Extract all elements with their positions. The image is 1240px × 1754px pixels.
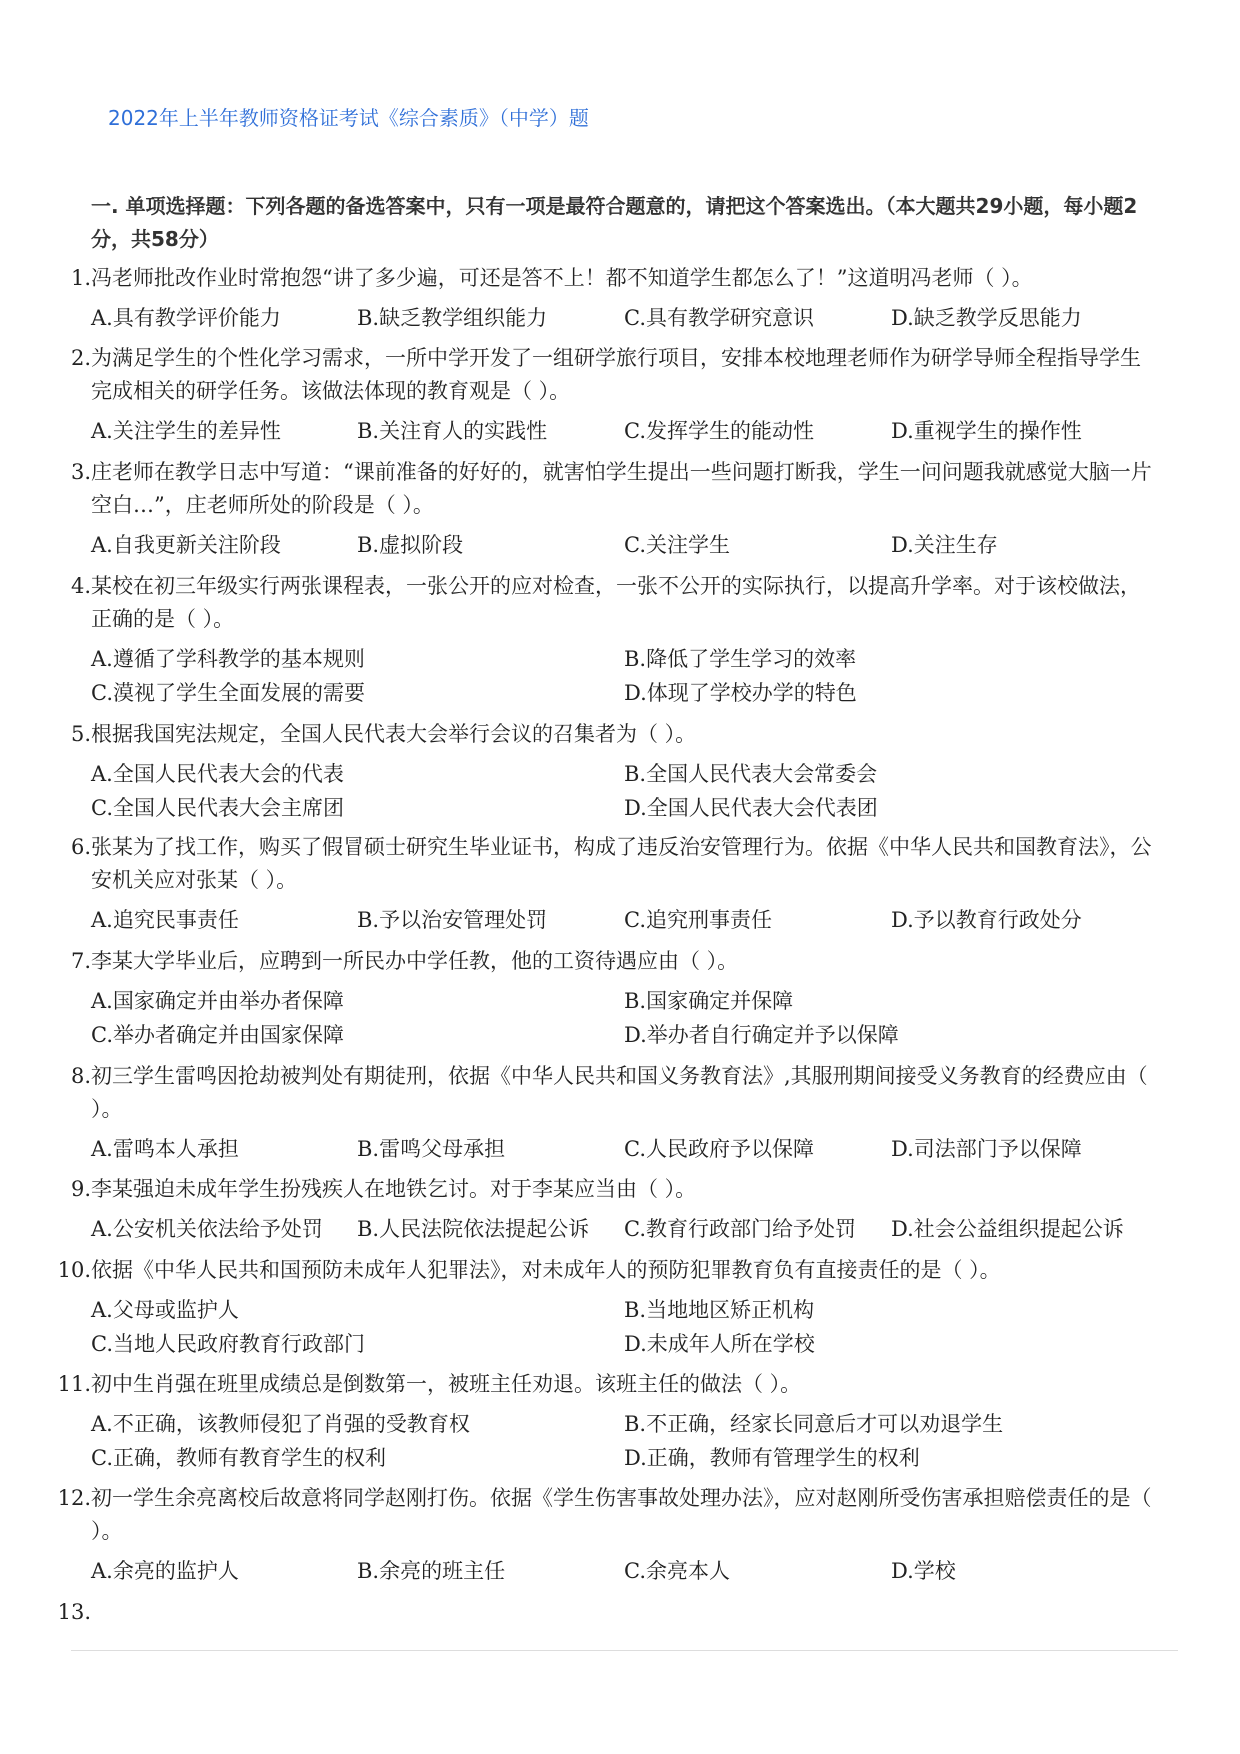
option: C.举办者确定并由国家保障	[91, 1023, 344, 1047]
option: C.追究刑事责任	[624, 908, 772, 932]
option: D.未成年人所在学校	[624, 1332, 815, 1356]
option: D.全国人民代表大会代表团	[624, 796, 878, 820]
question-stem: 初一学生余亮离校后故意将同学赵刚打伤。依据《学生伤害事故处理办法》，应对赵刚所受伤害承担赔偿责任的是（ ）。	[91, 1486, 1152, 1543]
question-stem: 庄老师在教学日志中写道：“课前准备的好好的，就害怕学生提出一些问题打断我，学生一问问题我就感觉大脑一片空白…”，庄老师所处的阶段是（ ）。	[91, 460, 1152, 517]
question-number: 12.	[57, 1486, 91, 1510]
option: A.具有教学评价能力	[91, 306, 281, 330]
question-stem: 初三学生雷鸣因抢劫被判处有期徒刑，依据《中华人民共和国义务教育法》,其服刑期间接受义务教育的经费应由（ ）。	[91, 1064, 1148, 1121]
options	[91, 903, 1153, 937]
option: B.当地地区矫正机构	[624, 1298, 815, 1322]
option: D.学校	[891, 1559, 956, 1583]
option: B.予以治安管理处罚	[357, 908, 548, 932]
options	[91, 414, 1153, 448]
question-number: 13.	[57, 1600, 91, 1624]
question-number: 4.	[70, 574, 91, 598]
option: D.正确，教师有管理学生的权利	[624, 1446, 920, 1470]
question-number: 11.	[57, 1372, 91, 1396]
question-stem: 为满足学生的个性化学习需求，一所中学开发了一组研学旅行项目，安排本校地理老师作为研学导师全程指导学生完成相关的研学任务。该做法体现的教育观是（ ）。	[91, 346, 1141, 403]
question	[70, 1060, 1153, 1166]
section-heading: 一. 单项选择题：下列各题的备选答案中，只有一项是最符合题意的，请把这个答案选出。（本大题共29小题，每小题2分，共58分）	[91, 194, 1138, 251]
option: B.余亮的班主任	[357, 1559, 506, 1583]
question	[70, 831, 1153, 937]
option: C.当地人民政府教育行政部门	[91, 1332, 365, 1356]
options	[91, 528, 1153, 562]
option: D.举办者自行确定并予以保障	[624, 1023, 899, 1047]
options	[91, 1212, 1153, 1246]
question-number: 7.	[70, 949, 91, 973]
option: C.正确，教师有教育学生的权利	[91, 1446, 386, 1470]
option: A.公安机关依法给予处罚	[91, 1217, 323, 1241]
question-stem: 某校在初三年级实行两张课程表，一张公开的应对检查，一张不公开的实际执行，以提高升学率。对于该校做法，正确的是（ ）。	[91, 574, 1141, 631]
question-number: 1.	[70, 266, 91, 290]
question	[70, 945, 1153, 1052]
question-number: 3.	[70, 460, 91, 484]
document-title: 2022年上半年教师资格证考试《综合素质》（中学）题	[108, 106, 589, 130]
options	[91, 1132, 1153, 1166]
options	[91, 1293, 1153, 1361]
question	[70, 456, 1153, 562]
question-stem	[91, 1596, 1153, 1629]
question	[70, 1173, 1153, 1246]
option: B.关注育人的实践性	[357, 419, 548, 443]
option: D.体现了学校办学的特色	[624, 681, 857, 705]
options	[91, 984, 1153, 1052]
question-stem: 冯老师批改作业时常抱怨“讲了多少遍，可还是答不上！都不知道学生都怎么了！”这道明冯老师（ ）。	[91, 266, 1033, 290]
option: A.全国人民代表大会的代表	[91, 762, 344, 786]
options	[91, 757, 1153, 825]
option: B.降低了学生学习的效率	[624, 647, 857, 671]
question-number: 10.	[57, 1258, 91, 1282]
option: A.国家确定并由举办者保障	[91, 989, 344, 1013]
question	[70, 718, 1153, 825]
option: C.全国人民代表大会主席团	[91, 796, 344, 820]
option: B.国家确定并保障	[624, 989, 794, 1013]
question	[57, 1254, 1153, 1361]
option: C.余亮本人	[624, 1559, 730, 1583]
question-stem: 李某大学毕业后，应聘到一所民办中学任教，他的工资待遇应由（ ）。	[91, 949, 739, 973]
question-stem: 李某强迫未成年学生扮残疾人在地铁乞讨。对于李某应当由（ ）。	[91, 1177, 697, 1201]
question-stem: 张某为了找工作，购买了假冒硕士研究生毕业证书，构成了违反治安管理行为。依据《中华人民共和国教育法》，公安机关应对张某（ ）。	[91, 835, 1152, 892]
option: A.自我更新关注阶段	[91, 533, 281, 557]
question-number: 9.	[70, 1177, 91, 1201]
option: B.缺乏教学组织能力	[357, 306, 548, 330]
option: A.遵循了学科教学的基本规则	[91, 647, 365, 671]
options	[91, 1554, 1153, 1588]
question	[57, 1482, 1153, 1588]
options	[91, 1407, 1153, 1475]
option: A.余亮的监护人	[91, 1559, 239, 1583]
options	[91, 301, 1153, 335]
question	[70, 342, 1153, 448]
option: C.漠视了学生全面发展的需要	[91, 681, 365, 705]
options	[91, 642, 1153, 710]
option: D.社会公益组织提起公诉	[891, 1217, 1124, 1241]
option: D.予以教育行政处分	[891, 908, 1082, 932]
option: B.雷鸣父母承担	[357, 1137, 506, 1161]
option: B.人民法院依法提起公诉	[357, 1217, 590, 1241]
question	[70, 262, 1153, 335]
question	[57, 1368, 1153, 1475]
divider	[71, 1650, 1178, 1651]
option: C.人民政府予以保障	[624, 1137, 814, 1161]
option: A.关注学生的差异性	[91, 419, 281, 443]
option: C.发挥学生的能动性	[624, 419, 814, 443]
option: B.全国人民代表大会常委会	[624, 762, 878, 786]
question-stem: 初中生肖强在班里成绩总是倒数第一，被班主任劝退。该班主任的做法（ ）。	[91, 1372, 802, 1396]
option: D.司法部门予以保障	[891, 1137, 1082, 1161]
option: A.父母或监护人	[91, 1298, 239, 1322]
option: D.重视学生的操作性	[891, 419, 1082, 443]
option: C.具有教学研究意识	[624, 306, 814, 330]
question-stem: 根据我国宪法规定，全国人民代表大会举行会议的召集者为（ ）。	[91, 722, 697, 746]
question-number: 5.	[70, 722, 91, 746]
question-number: 2.	[70, 346, 91, 370]
question	[57, 1596, 1153, 1629]
option: C.关注学生	[624, 533, 730, 557]
question-number: 8.	[70, 1064, 91, 1088]
question-number: 6.	[70, 835, 91, 859]
option: C.教育行政部门给予处罚	[624, 1217, 856, 1241]
option: B.虚拟阶段	[357, 533, 464, 557]
option: B.不正确，经家长同意后才可以劝退学生	[624, 1412, 1004, 1436]
option: D.缺乏教学反思能力	[891, 306, 1082, 330]
question-stem: 依据《中华人民共和国预防未成年人犯罪法》，对未成年人的预防犯罪教育负有直接责任的是（ ）。	[91, 1258, 1001, 1282]
question	[70, 570, 1153, 710]
option: D.关注生存	[891, 533, 998, 557]
option: A.雷鸣本人承担	[91, 1137, 239, 1161]
option: A.不正确，该教师侵犯了肖强的受教育权	[91, 1412, 470, 1436]
option: A.追究民事责任	[91, 908, 239, 932]
